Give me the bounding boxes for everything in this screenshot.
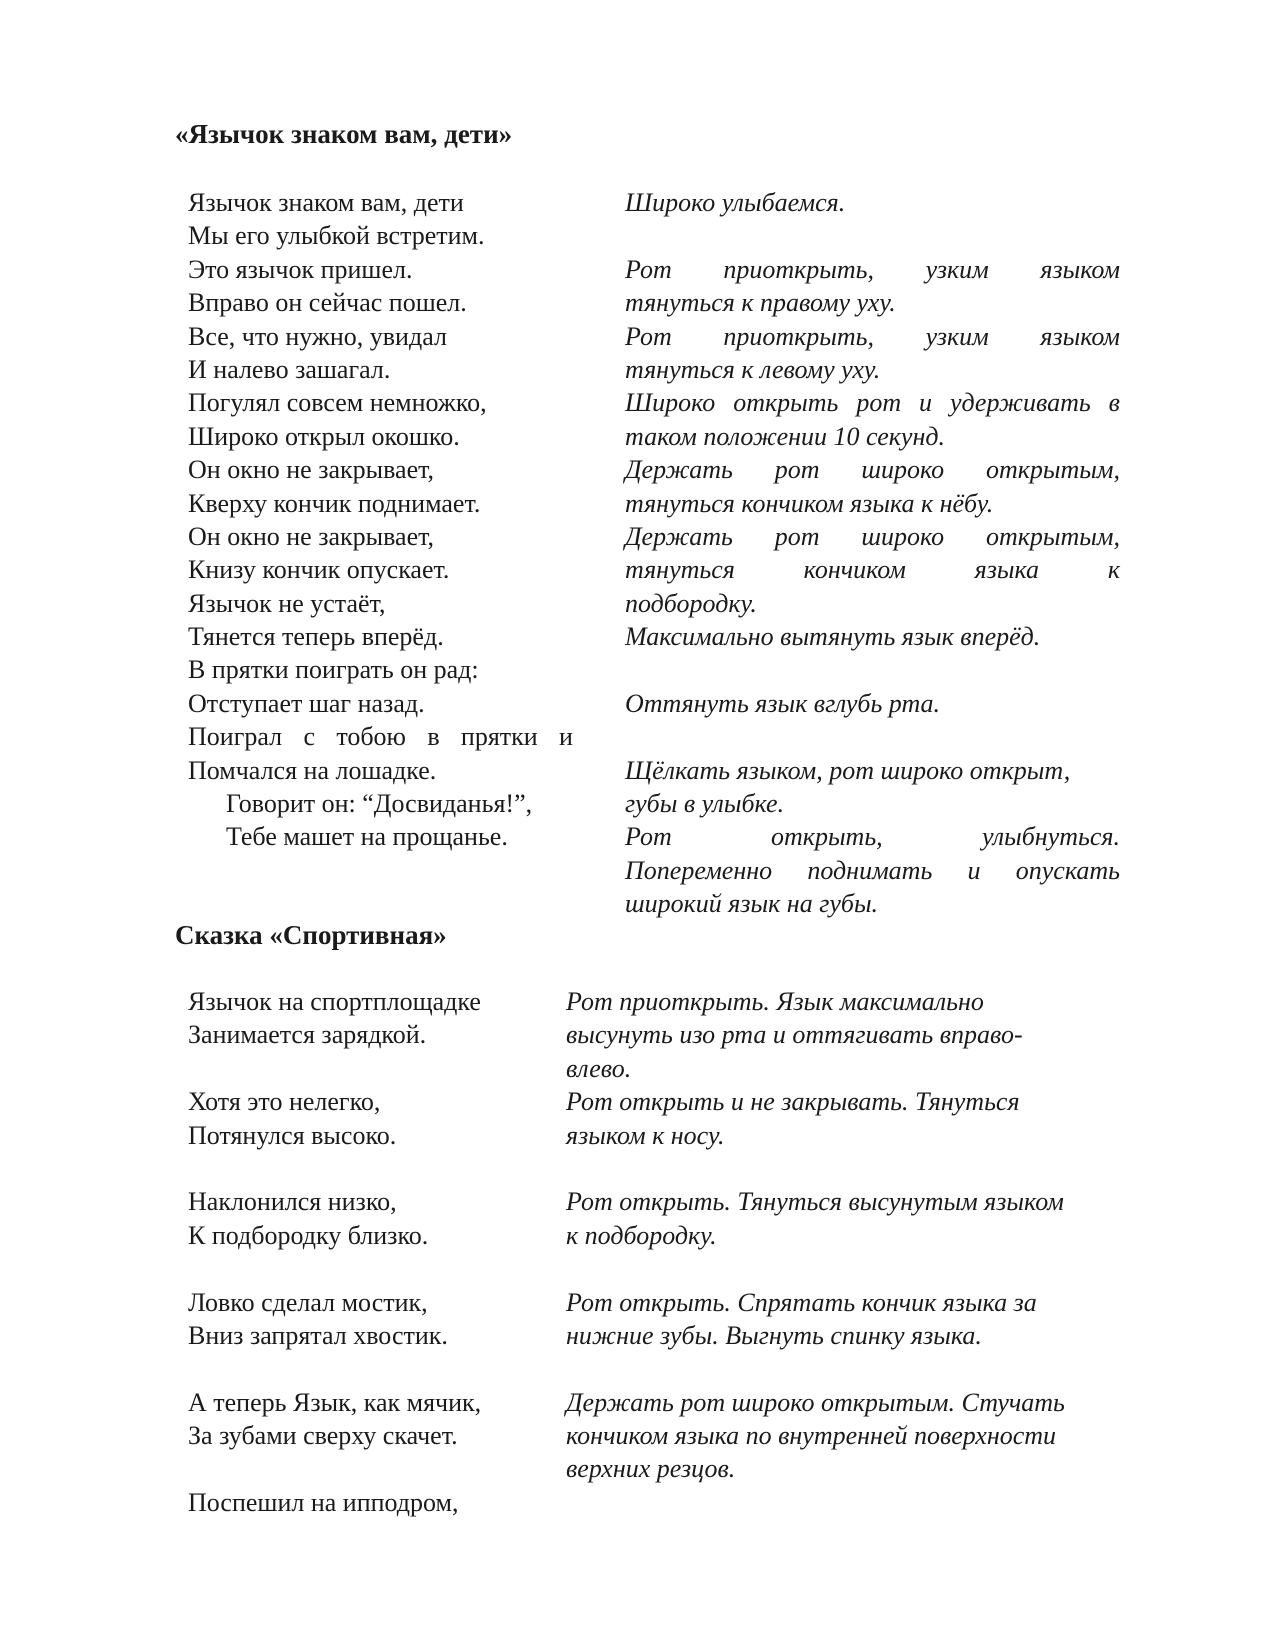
word: Поиграл bbox=[188, 722, 283, 752]
word: Держать bbox=[625, 521, 733, 551]
blank-line bbox=[188, 1252, 558, 1285]
poem-line: Наклонился низко, bbox=[188, 1187, 397, 1217]
poem-line: Занимается зарядкой. bbox=[188, 1020, 427, 1050]
word: в bbox=[427, 722, 440, 752]
poem-line: Широко открыл окошко. bbox=[188, 421, 460, 451]
poem-line: Все, что нужно, увидал bbox=[188, 321, 447, 351]
word: рот bbox=[774, 455, 820, 485]
instruction-line: языком к носу. bbox=[566, 1120, 725, 1150]
poem-line: Ловко сделал мостик, bbox=[188, 1287, 428, 1317]
instruction-line: влево. bbox=[566, 1053, 632, 1083]
poem-line: Язычок знаком вам, дети bbox=[188, 188, 464, 217]
poem-line: Потянулся высоко. bbox=[188, 1120, 397, 1150]
poem-line: Он окно не закрывает, bbox=[188, 521, 435, 551]
word: открытым, bbox=[985, 521, 1120, 551]
word: кончиком bbox=[803, 555, 906, 585]
word: открыть bbox=[733, 388, 839, 418]
blank-line bbox=[188, 1352, 558, 1385]
poem-line: Помчался на лошадке. bbox=[188, 755, 437, 785]
poem-line: В прятки поиграть он рад: bbox=[188, 655, 479, 685]
poem-line: И налево зашагал. bbox=[188, 354, 391, 384]
instruction-line: Максимально вытянуть язык вперёд. bbox=[625, 622, 1041, 652]
word: языком bbox=[1040, 321, 1120, 351]
instruction-line: тянуться к правому уху. bbox=[625, 288, 896, 318]
instruction-line: тянуться кончиком языка к нёбу. bbox=[625, 488, 994, 518]
word: рот bbox=[856, 388, 902, 418]
word: опускать bbox=[1015, 855, 1120, 885]
instruction-line-justified bbox=[625, 553, 1120, 586]
word: и bbox=[967, 855, 981, 885]
instruction-line: Оттянуть язык вглубь рта. bbox=[625, 688, 941, 718]
poem-line: За зубами сверху скачет. bbox=[188, 1421, 458, 1451]
blank-line bbox=[188, 1152, 558, 1185]
blank-line bbox=[566, 1252, 1136, 1285]
word: поднимать bbox=[807, 855, 933, 885]
poem-line: Погулял совсем немножко, bbox=[188, 388, 487, 418]
instruction-line: Рот открыть. Тянуться высунутым языком bbox=[566, 1187, 1064, 1217]
poem-line: К подбородку близко. bbox=[188, 1220, 429, 1250]
blank-line bbox=[188, 1052, 558, 1085]
word: улыбнуться. bbox=[981, 822, 1120, 852]
poem-line: Говорит он: “Досвиданья!”, bbox=[226, 789, 533, 819]
poem-line: Поспешил на ипподром, bbox=[188, 1487, 459, 1517]
poem-line: Он окно не закрывает, bbox=[188, 455, 435, 485]
word: и bbox=[559, 722, 573, 752]
word: Рот bbox=[625, 822, 672, 852]
instruction-line: верхних резцов. bbox=[566, 1454, 736, 1484]
instruction-line-justified bbox=[625, 320, 1120, 353]
instruction-line: кончиком языка по внутренней поверхности bbox=[566, 1421, 1057, 1451]
word: в bbox=[1108, 388, 1120, 418]
poem-line: Вниз запрятал хвостик. bbox=[188, 1320, 448, 1350]
word: Попеременно bbox=[625, 855, 773, 885]
instruction-line: высунуть изо рта и оттягивать вправо- bbox=[566, 1020, 1023, 1050]
instruction-line: Рот приоткрыть. Язык максимально bbox=[566, 987, 984, 1016]
word: Рот bbox=[625, 254, 672, 284]
poem-line: Язычок на спортплощадке bbox=[188, 987, 481, 1016]
blank-line bbox=[625, 219, 1120, 252]
instruction-line-justified bbox=[625, 854, 1120, 887]
instruction-line: Широко улыбаемся. bbox=[625, 188, 846, 217]
poem-line: Мы его улыбкой встретим. bbox=[188, 221, 485, 251]
instruction-line: Рот открыть. Спрятать кончик языка за bbox=[566, 1287, 1037, 1317]
word: к bbox=[1107, 555, 1120, 585]
word: приоткрыть, bbox=[723, 321, 874, 351]
instruction-line: к подбородку. bbox=[566, 1220, 717, 1250]
instruction-line: Рот открыть и не закрывать. Тянуться bbox=[566, 1087, 1020, 1117]
poem-line-justified bbox=[188, 720, 573, 753]
instruction-line-justified bbox=[625, 453, 1120, 486]
instruction-line: тянуться к левому уху. bbox=[625, 354, 881, 384]
word: широко bbox=[861, 521, 945, 551]
word: Держать bbox=[625, 455, 733, 485]
word: с bbox=[303, 722, 315, 752]
section-title: Сказка «Спортивная» bbox=[175, 920, 447, 950]
poem-line: Язычок не устаёт, bbox=[188, 588, 386, 618]
word: открыть, bbox=[771, 822, 883, 852]
word: Рот bbox=[625, 321, 672, 351]
poem-line: Кверху кончик поднимает. bbox=[188, 488, 481, 518]
poem-line: Отступает шаг назад. bbox=[188, 688, 425, 718]
poem-line: Тянется теперь вперёд. bbox=[188, 622, 444, 652]
instruction-line-justified bbox=[625, 520, 1120, 553]
instruction-line: таком положении 10 секунд. bbox=[625, 421, 945, 451]
instruction-line: нижние зубы. Выгнуть спинку языка. bbox=[566, 1320, 982, 1350]
instruction-line-justified bbox=[625, 386, 1120, 419]
poem-line: Хотя это нелегко, bbox=[188, 1087, 381, 1117]
word: рот bbox=[774, 521, 820, 551]
word: языка bbox=[974, 555, 1040, 585]
poem-line: Вправо он сейчас пошел. bbox=[188, 288, 467, 318]
instruction-column bbox=[625, 186, 1120, 921]
instruction-column bbox=[566, 985, 1136, 1486]
word: узким bbox=[925, 254, 989, 284]
word: языком bbox=[1040, 254, 1120, 284]
poem-column bbox=[188, 186, 573, 854]
word: приоткрыть, bbox=[723, 254, 874, 284]
blank-line bbox=[625, 653, 1120, 686]
word: широко bbox=[861, 455, 945, 485]
poem-line: Это язычок пришел. bbox=[188, 254, 413, 284]
instruction-line: губы в улыбке. bbox=[625, 789, 785, 819]
section-title: «Язычок знаком вам, дети» bbox=[175, 119, 513, 149]
word: открытым, bbox=[985, 455, 1120, 485]
word: и bbox=[919, 388, 933, 418]
poem-line: Книзу кончик опускает. bbox=[188, 555, 450, 585]
poem-column bbox=[188, 985, 558, 1519]
word: Широко bbox=[625, 388, 716, 418]
blank-line bbox=[566, 1152, 1136, 1185]
poem-line: А теперь Язык, как мячик, bbox=[188, 1387, 482, 1417]
instruction-line: подбородку. bbox=[625, 588, 757, 618]
word: узким bbox=[925, 321, 989, 351]
instruction-line: широкий язык на губы. bbox=[625, 889, 879, 919]
blank-line bbox=[625, 720, 1120, 753]
blank-line bbox=[188, 1452, 558, 1485]
word: удерживать bbox=[949, 388, 1091, 418]
instruction-line-justified bbox=[625, 820, 1120, 853]
poem-line: Тебе машет на прощанье. bbox=[226, 822, 508, 852]
instruction-line-justified bbox=[625, 253, 1120, 286]
word: прятки bbox=[460, 722, 538, 752]
instruction-line: Щёлкать языком, рот широко открыт, bbox=[625, 755, 1071, 785]
blank-line bbox=[566, 1352, 1136, 1385]
word: тобою bbox=[336, 722, 406, 752]
word: тянуться bbox=[625, 555, 735, 585]
instruction-line: Держать рот широко открытым. Стучать bbox=[566, 1387, 1065, 1417]
